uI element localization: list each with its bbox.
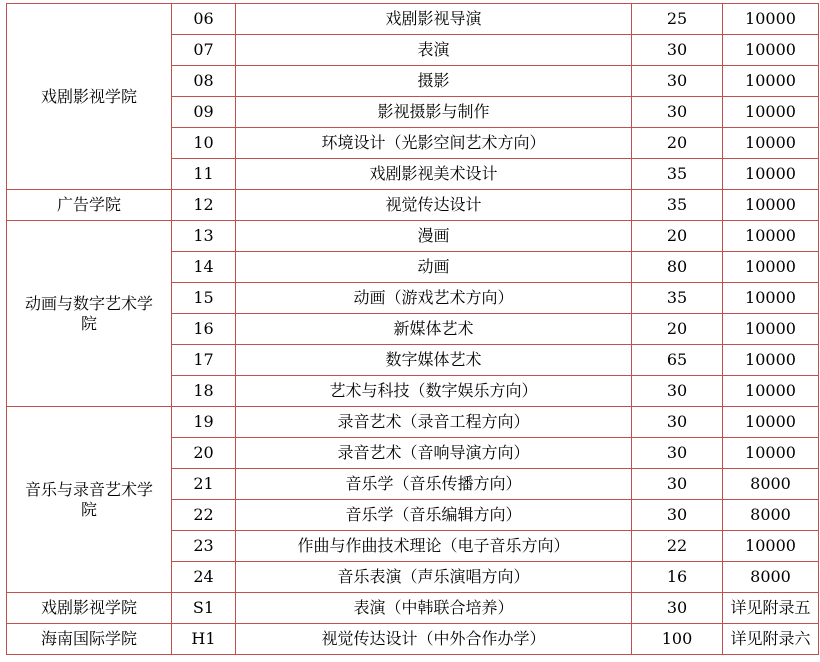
quota-cell: 30 (632, 376, 723, 407)
major-cell: 表演 (236, 35, 632, 66)
quota-cell: 20 (632, 128, 723, 159)
quota-cell: 16 (632, 562, 723, 593)
major-cell: 戏剧影视美术设计 (236, 159, 632, 190)
quota-cell: 100 (632, 624, 723, 655)
fee-cell: 8000 (723, 562, 819, 593)
code-cell: 17 (172, 345, 236, 376)
major-cell: 录音艺术（音响导演方向） (236, 438, 632, 469)
quota-cell: 80 (632, 252, 723, 283)
code-cell: 10 (172, 128, 236, 159)
fee-cell: 10000 (723, 376, 819, 407)
fee-cell: 10000 (723, 190, 819, 221)
fee-cell: 10000 (723, 345, 819, 376)
code-cell: 18 (172, 376, 236, 407)
code-cell: 19 (172, 407, 236, 438)
fee-cell: 10000 (723, 66, 819, 97)
major-cell: 视觉传达设计 (236, 190, 632, 221)
table-row (7, 593, 819, 624)
fee-cell: 详见附录五 (723, 593, 819, 624)
quota-cell: 20 (632, 221, 723, 252)
code-cell: 14 (172, 252, 236, 283)
table-row (7, 624, 819, 655)
fee-cell: 10000 (723, 4, 819, 35)
college-cell: 动画与数字艺术学院 (7, 221, 172, 407)
major-cell: 数字媒体艺术 (236, 345, 632, 376)
major-cell: 作曲与作曲技术理论（电子音乐方向） (236, 531, 632, 562)
code-cell: 24 (172, 562, 236, 593)
major-cell: 音乐学（音乐传播方向） (236, 469, 632, 500)
quota-cell: 65 (632, 345, 723, 376)
quota-cell: 20 (632, 314, 723, 345)
fee-cell: 8000 (723, 500, 819, 531)
code-cell: 20 (172, 438, 236, 469)
major-cell: 表演（中韩联合培养） (236, 593, 632, 624)
major-cell: 影视摄影与制作 (236, 97, 632, 128)
fee-cell: 10000 (723, 252, 819, 283)
code-cell: 09 (172, 97, 236, 128)
major-cell: 录音艺术（录音工程方向） (236, 407, 632, 438)
code-cell: 07 (172, 35, 236, 66)
fee-cell: 10000 (723, 531, 819, 562)
fee-cell: 10000 (723, 283, 819, 314)
college-cell: 戏剧影视学院 (7, 593, 172, 624)
fee-cell: 10000 (723, 407, 819, 438)
major-cell: 新媒体艺术 (236, 314, 632, 345)
fee-cell: 10000 (723, 35, 819, 66)
code-cell: 13 (172, 221, 236, 252)
college-cell: 戏剧影视学院 (7, 4, 172, 190)
code-cell: 08 (172, 66, 236, 97)
quota-cell: 30 (632, 66, 723, 97)
fee-cell: 10000 (723, 128, 819, 159)
code-cell: 21 (172, 469, 236, 500)
quota-cell: 22 (632, 531, 723, 562)
major-cell: 动画 (236, 252, 632, 283)
fee-cell: 10000 (723, 97, 819, 128)
code-cell: 16 (172, 314, 236, 345)
fee-cell: 10000 (723, 159, 819, 190)
major-cell: 漫画 (236, 221, 632, 252)
code-cell: H1 (172, 624, 236, 655)
major-cell: 摄影 (236, 66, 632, 97)
fee-cell: 8000 (723, 469, 819, 500)
code-cell: 12 (172, 190, 236, 221)
fee-cell: 10000 (723, 314, 819, 345)
college-cell: 海南国际学院 (7, 624, 172, 655)
table-row (7, 4, 819, 35)
quota-cell: 25 (632, 4, 723, 35)
table-row (7, 407, 819, 438)
major-cell: 视觉传达设计（中外合作办学） (236, 624, 632, 655)
table-row (7, 190, 819, 221)
quota-cell: 30 (632, 500, 723, 531)
quota-cell: 30 (632, 35, 723, 66)
fee-cell: 详见附录六 (723, 624, 819, 655)
quota-cell: 30 (632, 407, 723, 438)
fee-cell: 10000 (723, 438, 819, 469)
code-cell: 22 (172, 500, 236, 531)
major-cell: 环境设计（光影空间艺术方向） (236, 128, 632, 159)
code-cell: S1 (172, 593, 236, 624)
fee-cell: 10000 (723, 221, 819, 252)
code-cell: 23 (172, 531, 236, 562)
quota-cell: 35 (632, 159, 723, 190)
major-cell: 音乐学（音乐编辑方向） (236, 500, 632, 531)
enrollment-table (6, 3, 819, 655)
major-cell: 戏剧影视导演 (236, 4, 632, 35)
major-cell: 艺术与科技（数字娱乐方向） (236, 376, 632, 407)
major-cell: 音乐表演（声乐演唱方向） (236, 562, 632, 593)
quota-cell: 30 (632, 97, 723, 128)
code-cell: 11 (172, 159, 236, 190)
quota-cell: 30 (632, 469, 723, 500)
table-body (7, 4, 819, 655)
major-cell: 动画（游戏艺术方向） (236, 283, 632, 314)
quota-cell: 35 (632, 283, 723, 314)
quota-cell: 30 (632, 593, 723, 624)
table-row (7, 221, 819, 252)
quota-cell: 30 (632, 438, 723, 469)
code-cell: 06 (172, 4, 236, 35)
code-cell: 15 (172, 283, 236, 314)
college-cell: 音乐与录音艺术学院 (7, 407, 172, 593)
quota-cell: 35 (632, 190, 723, 221)
college-cell: 广告学院 (7, 190, 172, 221)
